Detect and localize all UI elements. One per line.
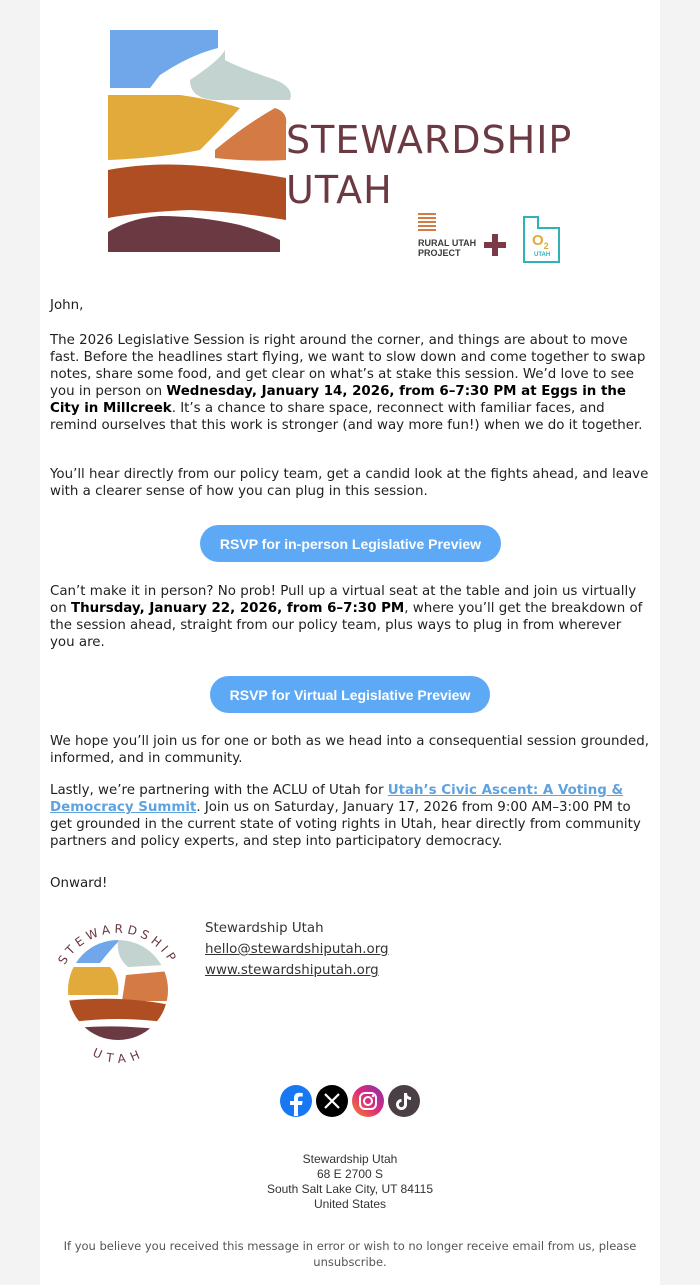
logo-band-rust	[108, 164, 286, 220]
brand-name-line2: UTAH	[286, 168, 393, 212]
o2-mark: $O_2$	[532, 232, 549, 251]
address-street: 68 E 2700 S	[316, 1167, 384, 1181]
summit-link[interactable]: Utah’s Civic Ascent: A Voting & Democracy Summit	[50, 783, 624, 815]
paragraph-intro: The 2026 Legislative Session is right around the corner, and things are about to move fast. Before the headlines start flying, we want to slow down and come together to swap notes, share some food, and get clear on what’s at stake this session. We’d love to see you in person on Wednesday, January 14, 2026, from 6–7:30 PM at Eggs in the City in Millcreek. It’s a chance to share space, reconnect with familiar faces, and remind ourselves that this work is stronger (and way more fun!) when we do it together.	[50, 333, 646, 433]
facebook-icon[interactable]	[280, 1085, 312, 1117]
rsvp-inperson-button[interactable]: RSVP for in-person Legislative Preview	[200, 525, 501, 562]
partner-rural-utah-label: RURAL UTAH PROJECT	[418, 238, 477, 258]
signature-ring-top: STEWARDSHIP	[55, 921, 181, 967]
signature-ring-bottom: UTAH	[90, 1045, 148, 1067]
address-org: Stewardship Utah	[302, 1152, 398, 1166]
logo-band-sage	[190, 50, 291, 100]
sig-band-plum	[65, 1026, 170, 1045]
sig-band-gold	[65, 967, 118, 995]
signature-name: Stewardship Utah	[205, 921, 324, 936]
rural-utah-project-logo	[418, 213, 436, 231]
sig-band-orange	[122, 971, 170, 1001]
greeting: John,	[50, 298, 84, 313]
o2-utah-label: UTAH	[534, 252, 551, 258]
address-country: United States	[313, 1197, 387, 1211]
closing: Onward!	[50, 876, 108, 891]
paragraph-hope: We hope you’ll join us for one or both as we head into a consequential session grounded, informed, and in community.	[50, 734, 650, 766]
paragraph-virtual: Can’t make it in person? No prob! Pull up a virtual seat at the table and join us virtually on Thursday, January 22, 2026, from 6–7:30 PM, where you’ll get the breakdown of the session ahead, straight from our policy team, plus ways to plug in from wherever you are.	[50, 584, 643, 650]
email-body	[40, 0, 660, 1285]
tiktok-icon[interactable]	[388, 1085, 420, 1117]
postal-address	[40, 1152, 660, 1212]
signature-email-link[interactable]: hello@stewardshiputah.org	[205, 942, 389, 957]
unsubscribe-footer[interactable]: If you believe you received this message in error or wish to no longer receive email from us, please unsubscribe.	[63, 1239, 637, 1269]
x-icon[interactable]	[316, 1085, 348, 1117]
rsvp-virtual-button[interactable]: RSVP for Virtual Legislative Preview	[210, 676, 490, 713]
logo-band-plum	[108, 216, 280, 252]
brand-name-line1: STEWARDSHIP	[286, 118, 573, 162]
svg-text:UTAH	[91, 1045, 148, 1066]
signature-logo	[40, 905, 200, 1070]
address-city: South Salt Lake City, UT 84115	[266, 1182, 434, 1196]
signature-website-link[interactable]: www.stewardshiputah.org	[205, 963, 379, 978]
paragraph-policy-team: You’ll hear directly from our policy team, get a candid look at the fights ahead, and leave with a clearer sense of how you can plug in this session.	[50, 467, 649, 499]
paragraph-summit: Lastly, we’re partnering with the ACLU of Utah for Utah’s Civic Ascent: A Voting & Democracy Summit. Join us on Saturday, January 17, 2026 from 9:00 AM–3:00 PM to get grounded in the current state of voting rights in Utah, hear directly from community partners and policy experts, and step into participatory democracy.	[50, 783, 641, 849]
instagram-icon[interactable]	[352, 1085, 384, 1117]
plus-icon	[484, 234, 506, 256]
